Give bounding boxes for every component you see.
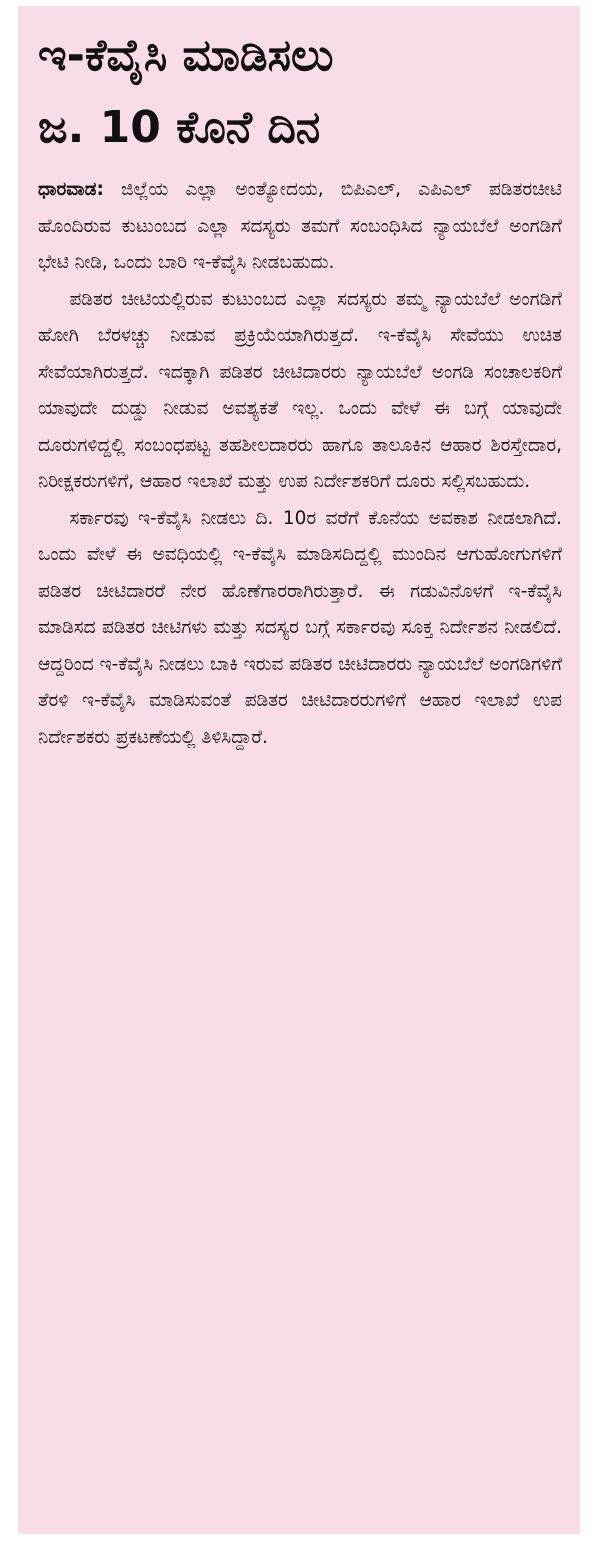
news-clipping [18,6,580,1534]
article-body [38,172,562,756]
headline-line-2: ಜ. 10 ಕೊನೆ ದಿನ [38,102,321,153]
paragraph-3: ಸರ್ಕಾರವು ಇ-ಕೆವೈಸಿ ನೀಡಲು ದಿ. 10ರ ವರೆಗೆ ಕೊನೆಯ ಅವಕಾಶ ನೀಡಲಾಗಿದೆ. ಒಂದು ವೇಳೆ ಈ ಅವಧಿಯಲ್ಲಿ ಇ-ಕೆವೈಸಿ ಮಾಡಿಸದಿದ್ದಲ್ಲಿ ಮುಂದಿನ ಆಗುಹೋಗುಗಳಿಗೆ ಪಡಿತರ ಚೀಟಿದಾರರೆ ನೇರ ಹೊಣೆಗಾರರಾಗಿರುತ್ತಾರೆ. ಈ ಗಡುವಿನೊಳಗೆ ಇ-ಕೆವೈಸಿ ಮಾಡಿಸದ ಪಡಿತರ ಚೀಟಿಗಳು ಮತ್ತು ಸದಸ್ಯರ ಬಗ್ಗೆ ಸರ್ಕಾರವು ಸೂಕ್ತ ನಿರ್ದೇಶನ ನೀಡಲಿದೆ. ಆದ್ದರಿಂದ ಇ-ಕೆವೈಸಿ ನೀಡಲು ಬಾಕಿ ಇರುವ ಪಡಿತರ ಚೀಟಿದಾರರು ನ್ಯಾಯಬೆಲೆ ಅಂಗಡಿಗಳಿಗೆ ತೆರಳಿ ಇ-ಕೆವೈಸಿ ಮಾಡಿಸುವಂತೆ ಪಡಿತರ ಚೀಟಿದಾರರುಗಳಿಗೆ ಆಹಾರ ಇಲಾಖೆ ಉಪ ನಿರ್ದೇಶಕರು ಪ್ರಕಟಣೆಯಲ್ಲಿ ತಿಳಿಸಿದ್ದಾರೆ. [38,507,562,748]
dateline: ಧಾರವಾಡ: [38,179,104,200]
paragraph-1 [38,172,562,282]
headline [38,20,562,164]
paragraph-2: ಪಡಿತರ ಚೀಟಿಯಲ್ಲಿರುವ ಕುಟುಂಬದ ಎಲ್ಲಾ ಸದಸ್ಯರು ತಮ್ಮ ನ್ಯಾಯಬೆಲೆ ಅಂಗಡಿಗೆ ಹೋಗಿ ಬೆರಳಚ್ಚು ನೀಡುವ ಪ್ರಕ್ರಿಯೆಯಾಗಿರುತ್ತದೆ. ಇ-ಕೆವೈಸಿ ಸೇವೆಯು ಉಚಿತ ಸೇವೆಯಾಗಿರುತ್ತದೆ. ಇದಕ್ಕಾಗಿ ಪಡಿತರ ಚೀಟಿದಾರರು ನ್ಯಾಯಬೆಲೆ ಅಂಗಡಿ ಸಂಚಾಲಕರಿಗೆ ಯಾವುದೇ ದುಡ್ಡು ನೀಡುವ ಅವಶ್ಯಕತೆ ಇಲ್ಲ. ಒಂದು ವೇಳೆ ಈ ಬಗ್ಗೆ ಯಾವುದೇ ದೂರುಗಳಿದ್ದಲ್ಲಿ ಸಂಬಂಧಪಟ್ಟ ತಹಶೀಲದಾರರು ಹಾಗೂ ತಾಲೂಕಿನ ಆಹಾರ ಶಿರಸ್ತೇದಾರ, ನಿರೀಕ್ಷಕರುಗಳಿಗೆ, ಆಹಾರ ಇಲಾಖೆ ಮತ್ತು ಉಪ ನಿರ್ದೇಶಕರಿಗೆ ದೂರು ಸಲ್ಲಿಸಬಹುದು. [38,288,562,492]
headline-line-1: ಇ-ಕೆವೈಸಿ ಮಾಡಿಸಲು [38,30,334,81]
paragraph-1-text: ಜಿಲ್ಲೆಯ ಎಲ್ಲಾ ಅಂತ್ಯೋದಯ, ಬಿಪಿಎಲ್, ಎಪಿಎಲ್ ಪಡಿತರಚೀಟಿ ಹೊಂದಿರುವ ಕುಟುಂಬದ ಎಲ್ಲಾ ಸದಸ್ಯರು ತಮಗೆ ಸಂಬಂಧಿಸಿದ ನ್ಯಾಯಬೆಲೆ ಅಂಗಡಿಗೆ ಭೇಟಿ ನೀಡಿ, ಒಂದು ಬಾರಿ ಇ-ಕೆವೈಸಿ ನೀಡಬಹುದು. [38,179,562,273]
